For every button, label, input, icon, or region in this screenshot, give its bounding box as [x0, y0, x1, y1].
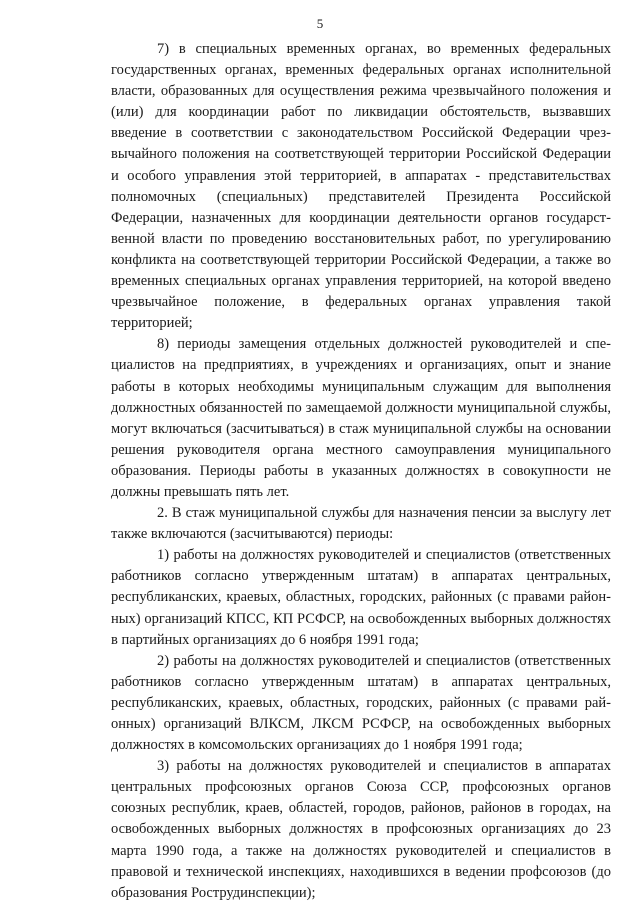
page-number: 5	[316, 16, 324, 31]
paragraph-item-3: 3) работы на должностях руководителей и специалистов в аппаратах центральных профсоюзных органов Союза ССР, профсоюзных органов союзных республик, краев, областей, городов, районов, районов в городах, на освобожденных выборных должностях в профсоюзных организациях до 23 марта 1990 года, а также на должностях руководителей и специалистов в правовой и технической инспекциях, находившихся в ведении профсоюзов (до образования Рострудинспекции);	[111, 758, 611, 901]
document-body	[111, 39, 611, 904]
paragraph-item-8: 8) периоды замещения отдельных должностей руководителей и специалистов на предприятиях, в учреждениях и организациях, опыт и знание работы в которых необходимы муниципальным служащим для выполнения должностных обязанностей по замещаемой должности муниципальной службы, могут включаться (засчитываться) в стаж муниципальной службы на основании решения руководителя органа местного самоуправления муниципального образования. Периоды работы в указанных должностях в совокупности не должны превышать пять лет.	[111, 336, 611, 500]
paragraph-item-2: 2) работы на должностях руководителей и специалистов (ответственных работников согласно утвержденным штатам) в аппаратах центральных, республиканских, краевых, областных, городских, районных (с правами районных) организаций ВЛКСМ, ЛКСМ РСФСР, на освобожденных выборных должностях в комсомольских организациях до 1 ноября 1991 года;	[111, 652, 611, 754]
paragraph-section-2: 2. В стаж муниципальной службы для назначения пенсии за выслугу лет также включаются (засчитываются) периоды:	[111, 505, 611, 543]
paragraph-item-1: 1) работы на должностях руководителей и специалистов (ответственных работников согласно утвержденным штатам) в аппаратах центральных, республиканских, краевых, областных, городских, районных (с правами районных) организаций КПСС, КП РСФСР, на освобожденных выборных должностях в партийных организациях до 6 ноября 1991 года;	[111, 547, 611, 648]
paragraph-item-7: 7) в специальных временных органах, во временных федеральных государственных органах, временных федеральных органах исполнительной власти, образованных для осуществления режима чрезвычайного положения и (или) для координации работ по ликвидации обстоятельств, вызвавших введение в соответствии с законодательством Российской Федерации чрезвычайного положения на соответствующей территории Российской Федерации и особого управления этой территорией, в аппаратах - представительствах полномочных (специальных) представителей Президента Российской Федерации, назначенных для координации деятельности органов государственной власти по проведению восстановительных работ, по урегулированию конфликта на соответствующей территории Российской Федерации, а также во временных специальных органах управления территорией, на которой введено чрезвычайное положение, в федеральных органах управления такой территорией;	[111, 41, 611, 332]
